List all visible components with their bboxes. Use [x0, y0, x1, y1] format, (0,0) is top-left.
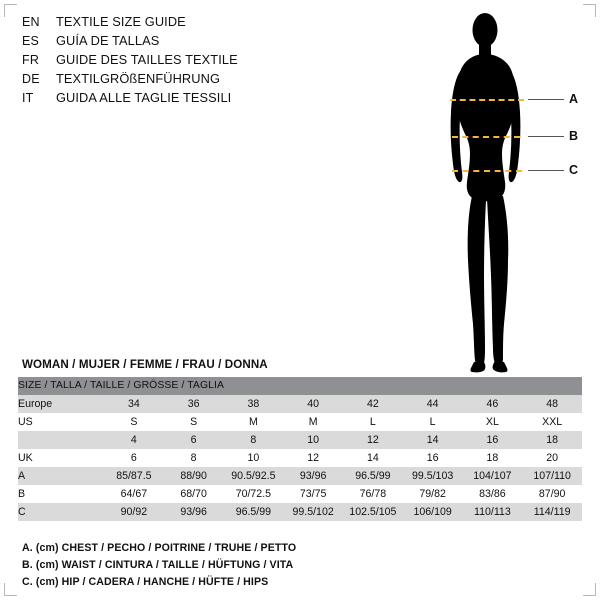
- cell-europe-3: 38: [224, 395, 284, 413]
- language-code-de: DE: [22, 72, 40, 86]
- cell-b-4: 73/75: [283, 485, 343, 503]
- cell-us-3: M: [224, 413, 284, 431]
- measure-line-hip: [452, 170, 522, 172]
- table-row: [18, 431, 582, 449]
- cell-b-2: 68/70: [164, 485, 224, 503]
- cell-us-7: XL: [463, 413, 523, 431]
- cell-c-3: 96.5/99: [224, 503, 284, 521]
- cell-b-6: 79/82: [403, 485, 463, 503]
- language-title-es: GUÍA DE TALLAS: [56, 33, 160, 48]
- cell-uk-5: 14: [343, 449, 403, 467]
- footnote-b: B. (cm) WAIST / CINTURA / TAILLE / HÜFTUNG / VITA: [22, 559, 294, 571]
- table-row: [18, 467, 582, 485]
- language-title-block: [22, 14, 422, 109]
- cell-b-7: 83/86: [463, 485, 523, 503]
- cell-c-2: 93/96: [164, 503, 224, 521]
- cell-uk-6: 16: [403, 449, 463, 467]
- cell-uk-4: 12: [283, 449, 343, 467]
- cell-a-3: 90.5/92.5: [224, 467, 284, 485]
- cell-c-1: 90/92: [104, 503, 164, 521]
- cell-europe-2: 36: [164, 395, 224, 413]
- measure-label-b: B: [569, 129, 579, 143]
- language-code-fr: FR: [22, 53, 40, 67]
- cell-us-1: S: [104, 413, 164, 431]
- leader-line-b: [528, 136, 564, 137]
- language-row-fr: [22, 52, 422, 71]
- language-code-it: IT: [22, 91, 34, 105]
- row-label-b: B: [18, 485, 104, 503]
- cell-us-num-6: 14: [403, 431, 463, 449]
- cell-c-5: 102.5/105: [343, 503, 403, 521]
- cell-us-num-8: 18: [522, 431, 582, 449]
- measure-label-c: C: [569, 163, 579, 177]
- cell-us-2: S: [164, 413, 224, 431]
- language-title-de: TEXTILGRÖßENFÜHRUNG: [56, 71, 220, 86]
- cell-us-5: L: [343, 413, 403, 431]
- cell-a-1: 85/87.5: [104, 467, 164, 485]
- cell-uk-8: 20: [522, 449, 582, 467]
- row-label-europe: Europe: [18, 395, 104, 413]
- cell-a-8: 107/110: [522, 467, 582, 485]
- language-code-es: ES: [22, 34, 40, 48]
- measure-label-a: A: [569, 92, 579, 106]
- language-row-de: [22, 71, 422, 90]
- cell-c-8: 114/119: [522, 503, 582, 521]
- corner-mark-bottom-left: [4, 583, 17, 596]
- cell-b-3: 70/72.5: [224, 485, 284, 503]
- cell-b-5: 76/78: [343, 485, 403, 503]
- cell-us-8: XXL: [522, 413, 582, 431]
- cell-b-1: 64/67: [104, 485, 164, 503]
- cell-europe-1: 34: [104, 395, 164, 413]
- footnotes: [22, 540, 562, 591]
- cell-us-num-7: 16: [463, 431, 523, 449]
- cell-us-4: M: [283, 413, 343, 431]
- size-table: [18, 377, 582, 521]
- cell-europe-6: 44: [403, 395, 463, 413]
- language-title-fr: GUIDE DES TAILLES TEXTILE: [56, 52, 238, 67]
- row-label-us-numeric: [18, 431, 104, 449]
- footnote-a: A. (cm) CHEST / PECHO / POITRINE / TRUHE / PETTO: [22, 542, 297, 554]
- leader-line-c: [528, 170, 564, 171]
- cell-a-5: 96.5/99: [343, 467, 403, 485]
- cell-c-7: 110/113: [463, 503, 523, 521]
- row-label-us: US: [18, 413, 104, 431]
- language-title-en: TEXTILE SIZE GUIDE: [56, 14, 186, 29]
- cell-us-num-5: 12: [343, 431, 403, 449]
- cell-a-4: 93/96: [283, 467, 343, 485]
- cell-uk-2: 8: [164, 449, 224, 467]
- table-row: [18, 485, 582, 503]
- table-row: [18, 395, 582, 413]
- cell-a-6: 99.5/103: [403, 467, 463, 485]
- cell-c-6: 106/109: [403, 503, 463, 521]
- cell-uk-7: 18: [463, 449, 523, 467]
- row-label-c: C: [18, 503, 104, 521]
- table-row: [18, 449, 582, 467]
- cell-uk-1: 6: [104, 449, 164, 467]
- cell-uk-3: 10: [224, 449, 284, 467]
- footnote-c: C. (cm) HIP / CADERA / HANCHE / HÜFTE / HIPS: [22, 576, 269, 588]
- table-row: [18, 503, 582, 521]
- language-row-es: [22, 33, 422, 52]
- language-row-it: [22, 90, 422, 109]
- measure-line-chest: [450, 99, 524, 101]
- cell-us-num-3: 8: [224, 431, 284, 449]
- table-row: [18, 413, 582, 431]
- cell-us-num-2: 6: [164, 431, 224, 449]
- corner-mark-bottom-right: [583, 583, 596, 596]
- measure-line-waist: [452, 136, 520, 138]
- section-caption: WOMAN / MUJER / FEMME / FRAU / DONNA: [22, 358, 268, 371]
- cell-us-num-1: 4: [104, 431, 164, 449]
- woman-silhouette-icon: [430, 8, 590, 378]
- cell-us-6: L: [403, 413, 463, 431]
- table-header-row: [18, 377, 582, 395]
- language-code-en: EN: [22, 15, 40, 29]
- cell-europe-8: 48: [522, 395, 582, 413]
- row-label-uk: UK: [18, 449, 104, 467]
- cell-europe-5: 42: [343, 395, 403, 413]
- cell-us-num-4: 10: [283, 431, 343, 449]
- cell-europe-7: 46: [463, 395, 523, 413]
- table-header-label: SIZE / TALLA / TAILLE / GRÖSSE / TAGLIA: [18, 377, 582, 395]
- language-row-en: [22, 14, 422, 33]
- size-table-wrapper: [18, 377, 582, 521]
- cell-a-7: 104/107: [463, 467, 523, 485]
- leader-line-a: [528, 99, 564, 100]
- language-title-it: GUIDA ALLE TAGLIE TESSILI: [56, 90, 232, 105]
- cell-c-4: 99.5/102: [283, 503, 343, 521]
- cell-b-8: 87/90: [522, 485, 582, 503]
- cell-europe-4: 40: [283, 395, 343, 413]
- row-label-a: A: [18, 467, 104, 485]
- body-figure: [430, 8, 590, 378]
- corner-mark-top-left: [4, 4, 17, 17]
- cell-a-2: 88/90: [164, 467, 224, 485]
